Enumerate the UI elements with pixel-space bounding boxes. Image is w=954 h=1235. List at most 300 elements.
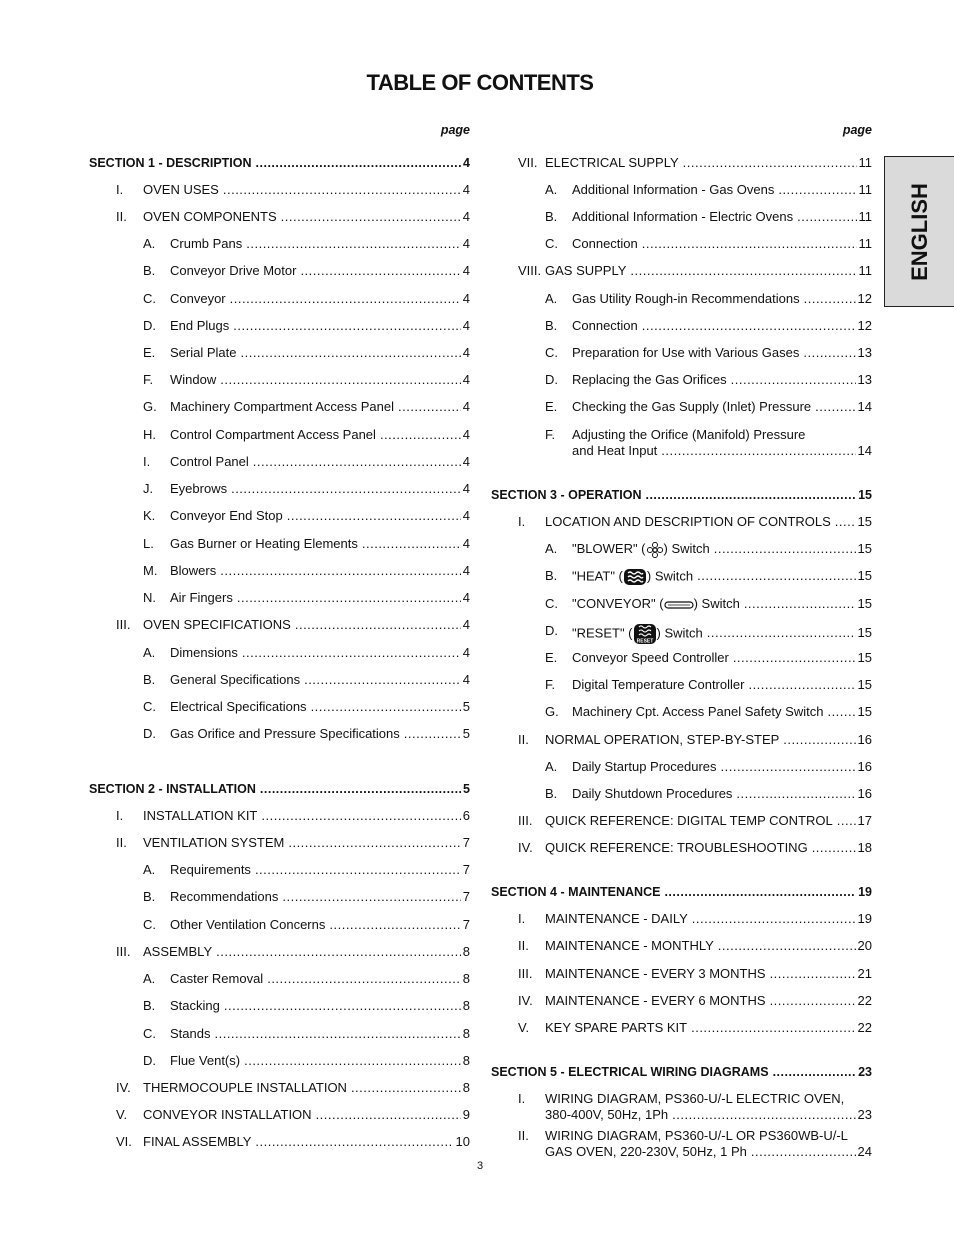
entry-number: VI. [116,1134,132,1149]
entry-title: Connection [572,236,638,251]
dot-leader [223,182,461,198]
dot-leader [812,840,856,856]
dot-leader [642,236,857,252]
entry-row [572,372,872,388]
dot-leader [288,835,460,851]
dot-leader [835,514,856,530]
dot-leader [770,993,856,1009]
dot-leader [256,155,462,171]
entry-row [170,372,470,388]
entry-number: A. [545,759,558,774]
entry-body [143,1080,470,1096]
entry-body [170,726,470,742]
entry-title: OVEN USES [143,182,219,197]
entry-body [170,672,470,688]
entry-number: B. [143,889,156,904]
dot-leader [645,487,856,503]
dot-leader [692,911,856,927]
entry-number: II. [116,835,127,850]
entry-body [170,699,470,715]
dot-leader [630,263,856,279]
entry-row [143,835,470,851]
entry-row [170,399,470,415]
entry-page-number: 8 [462,971,470,986]
entry-number: B. [545,318,558,333]
entry-number: C. [545,345,558,360]
entry-page-number: 4 [462,372,470,387]
entry-body [143,808,470,824]
entry-row [170,263,470,279]
entry-number: B. [545,568,558,583]
entry-number: D. [545,372,558,387]
entry-title [572,541,710,558]
entry-page-number: 13 [857,372,872,387]
entry-title: NORMAL OPERATION, STEP-BY-STEP [545,732,780,747]
entry-title: MAINTENANCE - MONTHLY [545,938,714,953]
entry-title [572,623,703,645]
entry-number: G. [143,399,157,414]
dot-leader [773,1064,857,1080]
entry-row [491,884,872,900]
entry-row [572,541,872,558]
entry-page-number: 4 [462,536,470,551]
entry-title: Window [170,372,217,387]
entry-body [491,1064,872,1080]
entry-page-number: 8 [462,944,470,959]
entry-body [572,427,872,459]
entry-page-number: 15 [857,625,872,641]
dot-leader [316,1107,461,1123]
entry-title: Preparation for Use with Various Gases [572,345,800,360]
entry-row [170,563,470,579]
dot-leader [311,699,461,715]
entry-body [170,508,470,524]
entry-number: C. [545,596,558,611]
entry-number: B. [545,209,558,224]
entry-row [170,1053,470,1069]
entry-title-line: Adjusting the Orifice (Manifold) Pressure [572,427,806,442]
entry-page-number: 8 [462,998,470,1013]
entry-body [170,971,470,987]
entry-number: C. [143,699,156,714]
entry-page-number: 11 [858,209,872,224]
dot-leader [691,1020,855,1036]
entry-title: Stacking [170,998,220,1013]
entry-title: MAINTENANCE - EVERY 3 MONTHS [545,966,766,981]
entry-title-prefix: "HEAT" ( [572,568,623,584]
entry-number: D. [545,623,558,638]
entry-body [572,677,872,693]
dot-leader [287,508,461,524]
entry-body [170,645,470,661]
entry-title: Conveyor Drive Motor [170,263,297,278]
dot-leader [240,345,460,361]
fan-icon [646,542,664,558]
dot-leader [253,454,461,470]
entry-row [545,514,872,530]
entry-body [170,563,470,579]
dot-leader [797,209,856,225]
entry-row [170,345,470,361]
entry-page-number: 4 [462,617,470,632]
entry-title-prefix: "CONVEYOR" ( [572,596,664,611]
entry-body [143,182,470,198]
entry-title-suffix: ) Switch [693,596,740,611]
entry-body [545,1128,872,1160]
entry-row [170,726,470,742]
dot-leader [733,650,856,666]
entry-row [572,677,872,693]
dot-leader [281,209,461,225]
dot-leader [237,590,461,606]
entry-number: I. [518,514,526,529]
entry-row [572,345,872,361]
entry-page-number: 5 [462,699,470,714]
entry-title: General Specifications [170,672,301,687]
page-column-header: page [440,123,470,137]
entry-number: VIII. [518,263,542,278]
entry-page-number: 23 [857,1107,872,1122]
entry-row [545,993,872,1009]
entry-row [572,443,872,459]
entry-row [545,1020,872,1036]
dot-leader [783,732,855,748]
entry-page-number: 22 [857,1020,872,1035]
page-title: TABLE OF CONTENTS [366,70,594,95]
dot-leader [230,291,461,307]
entry-title: OVEN COMPONENTS [143,209,277,224]
entry-body [545,813,872,829]
entry-page-number: 4 [462,399,470,414]
entry-number: II. [518,1128,529,1143]
entry-page-number: 7 [462,917,470,932]
reset-icon [633,623,657,645]
entry-number: III. [518,813,533,828]
entry-page-number: 15 [857,568,872,584]
entry-row [143,1134,470,1150]
entry-title: Connection [572,318,638,333]
entry-page-number: 4 [462,645,470,660]
entry-body [170,536,470,552]
entry-title-line: WIRING DIAGRAM, PS360-U/-L OR PS360WB-U/-L [545,1128,848,1143]
entry-page-number: 11 [858,182,872,197]
entry-title: KEY SPARE PARTS KIT [545,1020,688,1035]
entry-page-number: 15 [857,514,872,529]
entry-body [143,944,470,960]
entry-number: D. [143,1053,156,1068]
entry-title: SECTION 5 - ELECTRICAL WIRING DIAGRAMS [491,1065,769,1079]
entry-title: CONVEYOR INSTALLATION [143,1107,312,1122]
entry-body [572,568,872,586]
entry-title: QUICK REFERENCE: DIGITAL TEMP CONTROL [545,813,833,828]
dot-leader [224,998,461,1014]
dot-leader [220,563,461,579]
entry-number: C. [545,236,558,251]
entry-row [572,209,872,225]
entry-body [170,1053,470,1069]
entry-number: F. [545,677,556,692]
entry-row [170,971,470,987]
entry-title: SECTION 4 - MAINTENANCE [491,885,661,899]
entry-title: Caster Removal [170,971,264,986]
entry-row [170,1026,470,1042]
dot-leader [220,372,461,388]
entry-number: C. [143,291,156,306]
entry-page-number: 17 [857,813,872,828]
dot-leader [718,938,856,954]
entry-row [572,704,872,720]
entry-row [170,889,470,905]
entry-body [572,704,872,720]
dot-leader [731,372,856,388]
entry-body [89,155,470,171]
entry-title: Gas Utility Rough-in Recommendations [572,291,800,306]
entry-page-number: 7 [462,862,470,877]
entry-row [170,645,470,661]
entry-number: H. [143,427,156,442]
entry-title: Machinery Compartment Access Panel [170,399,394,414]
entry-page-number: 18 [857,840,872,855]
entry-title [572,568,693,586]
dot-leader [300,263,460,279]
entry-page-number: 7 [462,835,470,850]
page-column-header: page [842,123,872,137]
entry-title-prefix: "BLOWER" ( [572,541,646,556]
entry-row [143,1107,470,1123]
entry-row [170,672,470,688]
entry-number: J. [143,481,154,496]
entry-row [170,862,470,878]
entry-page-number: 4 [463,156,470,170]
entry-body [572,291,872,307]
entry-body [572,786,872,802]
entry-page-number: 11 [858,155,872,170]
entry-body [170,372,470,388]
entry-page-number: 23 [858,1065,872,1079]
entry-page-number: 15 [857,650,872,665]
dot-leader [351,1080,461,1096]
entry-row [170,508,470,524]
entry-body [170,318,470,334]
entry-page-number: 4 [462,236,470,251]
entry-row [572,291,872,307]
entry-page-number: 12 [857,318,872,333]
entry-row [545,732,872,748]
entry-number: A. [143,862,156,877]
entry-row [572,650,872,666]
entry-body [170,263,470,279]
entry-title: Recommendations [170,889,279,904]
entry-number: VII. [518,155,538,170]
entry-title: Eyebrows [170,481,228,496]
entry-row [572,318,872,334]
entry-row [572,399,872,415]
entry-row [143,617,470,633]
entry-page-number: 4 [462,454,470,469]
entry-title: FINAL ASSEMBLY [143,1134,252,1149]
entry-page-number: 13 [857,345,872,360]
entry-title: SECTION 3 - OPERATION [491,488,642,502]
entry-number: E. [143,345,156,360]
entry-body [545,1091,872,1123]
entry-body [170,345,470,361]
entry-page-number: 16 [857,786,872,801]
entry-title: Digital Temperature Controller [572,677,745,692]
entry-number: D. [143,726,156,741]
entry-number: E. [545,650,558,665]
entry-title: SECTION 1 - DESCRIPTION [89,156,252,170]
entry-body [572,399,872,415]
entry-page-number: 12 [857,291,872,306]
entry-number: C. [143,917,156,932]
entry-title: and Heat Input [572,443,658,458]
entry-number: I. [518,911,526,926]
entry-title: ELECTRICAL SUPPLY [545,155,679,170]
entry-row [170,699,470,715]
dot-leader [282,889,460,905]
entry-row [572,596,872,612]
entry-body [572,759,872,775]
dot-leader [255,1134,453,1150]
entry-row [491,1064,872,1080]
entry-title: Daily Shutdown Procedures [572,786,733,801]
entry-page-number: 20 [857,938,872,953]
entry-page-number: 4 [462,672,470,687]
entry-row [170,236,470,252]
entry-page-number: 5 [463,782,470,796]
entry-page-number: 15 [857,596,872,611]
entry-number: II. [116,209,127,224]
entry-row [170,590,470,606]
dot-leader [664,884,856,900]
entry-row [170,454,470,470]
entry-number: B. [545,786,558,801]
entry-body [545,938,872,954]
entry-body [170,291,470,307]
entry-title: SECTION 2 - INSTALLATION [89,782,256,796]
entry-page-number: 8 [462,1080,470,1095]
entry-title: INSTALLATION KIT [143,808,258,823]
entry-row [572,786,872,802]
dot-leader [714,541,856,557]
entry-title: 380-400V, 50Hz, 1Ph [545,1107,669,1122]
entry-title: End Plugs [170,318,230,333]
entry-row [545,1107,872,1123]
dot-leader [246,236,461,252]
entry-row [89,781,470,797]
entry-body [143,617,470,633]
entry-title: Additional Information - Gas Ovens [572,182,775,197]
dot-leader [804,291,856,307]
dot-leader [295,617,461,633]
entry-title: Conveyor End Stop [170,508,283,523]
entry-page-number: 19 [858,885,872,899]
dot-leader [672,1107,855,1123]
entry-page-number: 10 [455,1134,470,1149]
entry-title: LOCATION AND DESCRIPTION OF CONTROLS [545,514,831,529]
entry-number: III. [116,617,131,632]
entry-body [572,623,872,645]
language-label: ENGLISH [907,182,932,281]
entry-title: Additional Information - Electric Ovens [572,209,794,224]
dot-leader [707,625,856,641]
entry-row [545,911,872,927]
entry-number: III. [518,966,533,981]
dot-leader [815,399,855,415]
entry-row [170,998,470,1014]
entry-page-number: 14 [857,399,872,414]
entry-page-number: 11 [858,263,872,278]
entry-number: E. [545,399,558,414]
entry-number: G. [545,704,559,719]
entry-number: A. [545,541,558,556]
entry-row [572,182,872,198]
entry-page-number: 15 [857,677,872,692]
language-side-tab [884,156,954,307]
entry-body [170,862,470,878]
dot-leader [304,672,461,688]
entry-number: A. [143,971,156,986]
toc-right-column [491,120,872,1159]
entry-body [170,917,470,933]
entry-body [170,481,470,497]
entry-body [143,835,470,851]
entry-row [143,182,470,198]
entry-page-number: 4 [462,263,470,278]
entry-page-number: 16 [857,759,872,774]
entry-page-number: 16 [857,732,872,747]
entry-number: IV. [518,993,533,1008]
entry-title: Dimensions [170,645,238,660]
entry-title: MAINTENANCE - EVERY 6 MONTHS [545,993,766,1008]
dot-leader [398,399,461,415]
entry-body [545,993,872,1009]
svg-text:RESET: RESET [636,638,653,645]
entry-body [572,650,872,666]
entry-title-suffix: ) Switch [656,625,703,641]
entry-row [572,759,872,775]
entry-title: Electrical Specifications [170,699,307,714]
entry-body [545,911,872,927]
entry-page-number: 5 [462,726,470,741]
entry-row [143,808,470,824]
entry-number: F. [545,427,556,442]
entry-number: III. [116,944,131,959]
entry-title: Flue Vent(s) [170,1053,241,1068]
dot-leader [736,786,855,802]
entry-title: Replacing the Gas Orifices [572,372,727,387]
entry-body [572,372,872,388]
entry-body [572,182,872,198]
entry-row [89,155,470,171]
toc-left-column [89,120,470,1149]
entry-number: D. [143,318,156,333]
entry-title-suffix: ) Switch [646,568,694,584]
dot-leader [214,1026,460,1042]
dot-leader [803,345,855,361]
dot-leader [744,596,856,612]
entry-row [170,536,470,552]
conveyor-icon [664,600,694,610]
entry-number: F. [143,372,154,387]
entry-body [572,209,872,225]
entry-page-number: 4 [462,182,470,197]
entry-body [545,732,872,748]
entry-number: N. [143,590,156,605]
entry-title: GAS SUPPLY [545,263,627,278]
dot-leader [683,155,857,171]
entry-title [572,596,740,612]
